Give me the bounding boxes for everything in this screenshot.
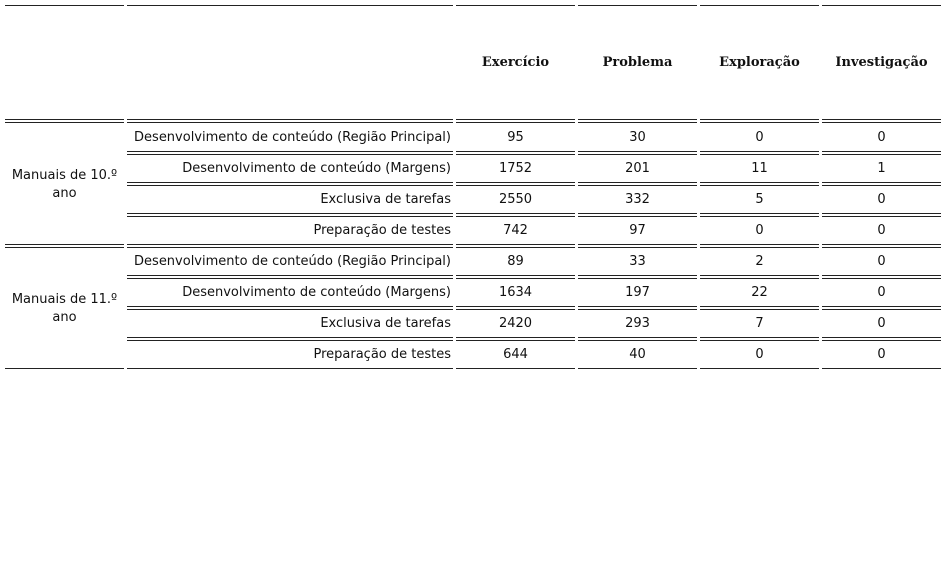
header-problema: Problema — [602, 55, 673, 70]
table-top-rule — [700, 5, 819, 6]
table-bottom-rule — [127, 368, 453, 369]
table-top-rule — [822, 5, 941, 6]
table-row — [0, 186, 947, 213]
table-top-rule — [5, 5, 124, 6]
header-investigacao: Investigação — [835, 55, 928, 70]
header-exploracao: Exploração — [719, 55, 800, 70]
cell-exercicio: 89 — [507, 254, 524, 269]
header-rule — [127, 119, 453, 123]
table-bottom-rule — [822, 368, 941, 369]
cell-problema: 97 — [629, 223, 646, 238]
row-label: Exclusiva de tarefas — [320, 316, 451, 331]
table-bottom-rule — [456, 368, 575, 369]
row-label: Desenvolvimento de conteúdo (Região Principal) — [134, 254, 451, 269]
header-rule — [578, 119, 697, 123]
cell-problema: 332 — [625, 192, 650, 207]
header-rule — [5, 119, 124, 123]
cell-exploracao: 11 — [751, 161, 768, 176]
group-label-11: Manuais de 11.º ano — [11, 292, 118, 325]
cell-investigacao: 0 — [877, 223, 886, 238]
row-label: Preparação de testes — [313, 223, 451, 238]
cell-exercicio: 644 — [503, 347, 528, 362]
cell-exploracao: 0 — [755, 130, 764, 145]
cell-investigacao: 0 — [877, 130, 886, 145]
table-row — [0, 124, 947, 151]
cell-investigacao: 0 — [877, 192, 886, 207]
cell-investigacao: 0 — [877, 316, 886, 331]
table-row — [0, 217, 947, 244]
cell-exercicio: 742 — [503, 223, 528, 238]
cell-exercicio: 1634 — [498, 285, 533, 300]
cell-problema: 30 — [629, 130, 646, 145]
cell-exploracao: 7 — [755, 316, 764, 331]
row-label: Preparação de testes — [313, 347, 451, 362]
table-top-rule — [456, 5, 575, 6]
table-bottom-rule — [578, 368, 697, 369]
cell-investigacao: 0 — [877, 254, 886, 269]
table-row — [0, 248, 947, 275]
table-row — [0, 279, 947, 306]
cell-problema: 293 — [625, 316, 650, 331]
cell-exploracao: 2 — [755, 254, 764, 269]
row-label: Desenvolvimento de conteúdo (Região Principal) — [134, 130, 451, 145]
cell-exercicio: 2420 — [498, 316, 533, 331]
cell-problema: 33 — [629, 254, 646, 269]
header-rule — [700, 119, 819, 123]
cell-exploracao: 22 — [751, 285, 768, 300]
cell-problema: 40 — [629, 347, 646, 362]
header-exercicio: Exercício — [481, 55, 550, 70]
table-row — [0, 310, 947, 337]
table-bottom-rule — [700, 368, 819, 369]
cell-exploracao: 0 — [755, 347, 764, 362]
row-label: Desenvolvimento de conteúdo (Margens) — [182, 161, 451, 176]
cell-investigacao: 1 — [877, 161, 886, 176]
cell-problema: 197 — [625, 285, 650, 300]
table-row — [0, 341, 947, 368]
cell-exploracao: 5 — [755, 192, 764, 207]
table-row — [0, 155, 947, 182]
cell-exercicio: 1752 — [498, 161, 533, 176]
cell-problema: 201 — [625, 161, 650, 176]
cell-exercicio: 95 — [507, 130, 524, 145]
row-label: Exclusiva de tarefas — [320, 192, 451, 207]
cell-exercicio: 2550 — [498, 192, 533, 207]
row-label: Desenvolvimento de conteúdo (Margens) — [182, 285, 451, 300]
table-top-rule — [127, 5, 453, 6]
table-bottom-rule — [5, 368, 124, 369]
cell-investigacao: 0 — [877, 285, 886, 300]
table-top-rule — [578, 5, 697, 6]
cell-exploracao: 0 — [755, 223, 764, 238]
header-rule — [456, 119, 575, 123]
group-label-10: Manuais de 10.º ano — [11, 168, 118, 201]
cell-investigacao: 0 — [877, 347, 886, 362]
header-rule — [822, 119, 941, 123]
